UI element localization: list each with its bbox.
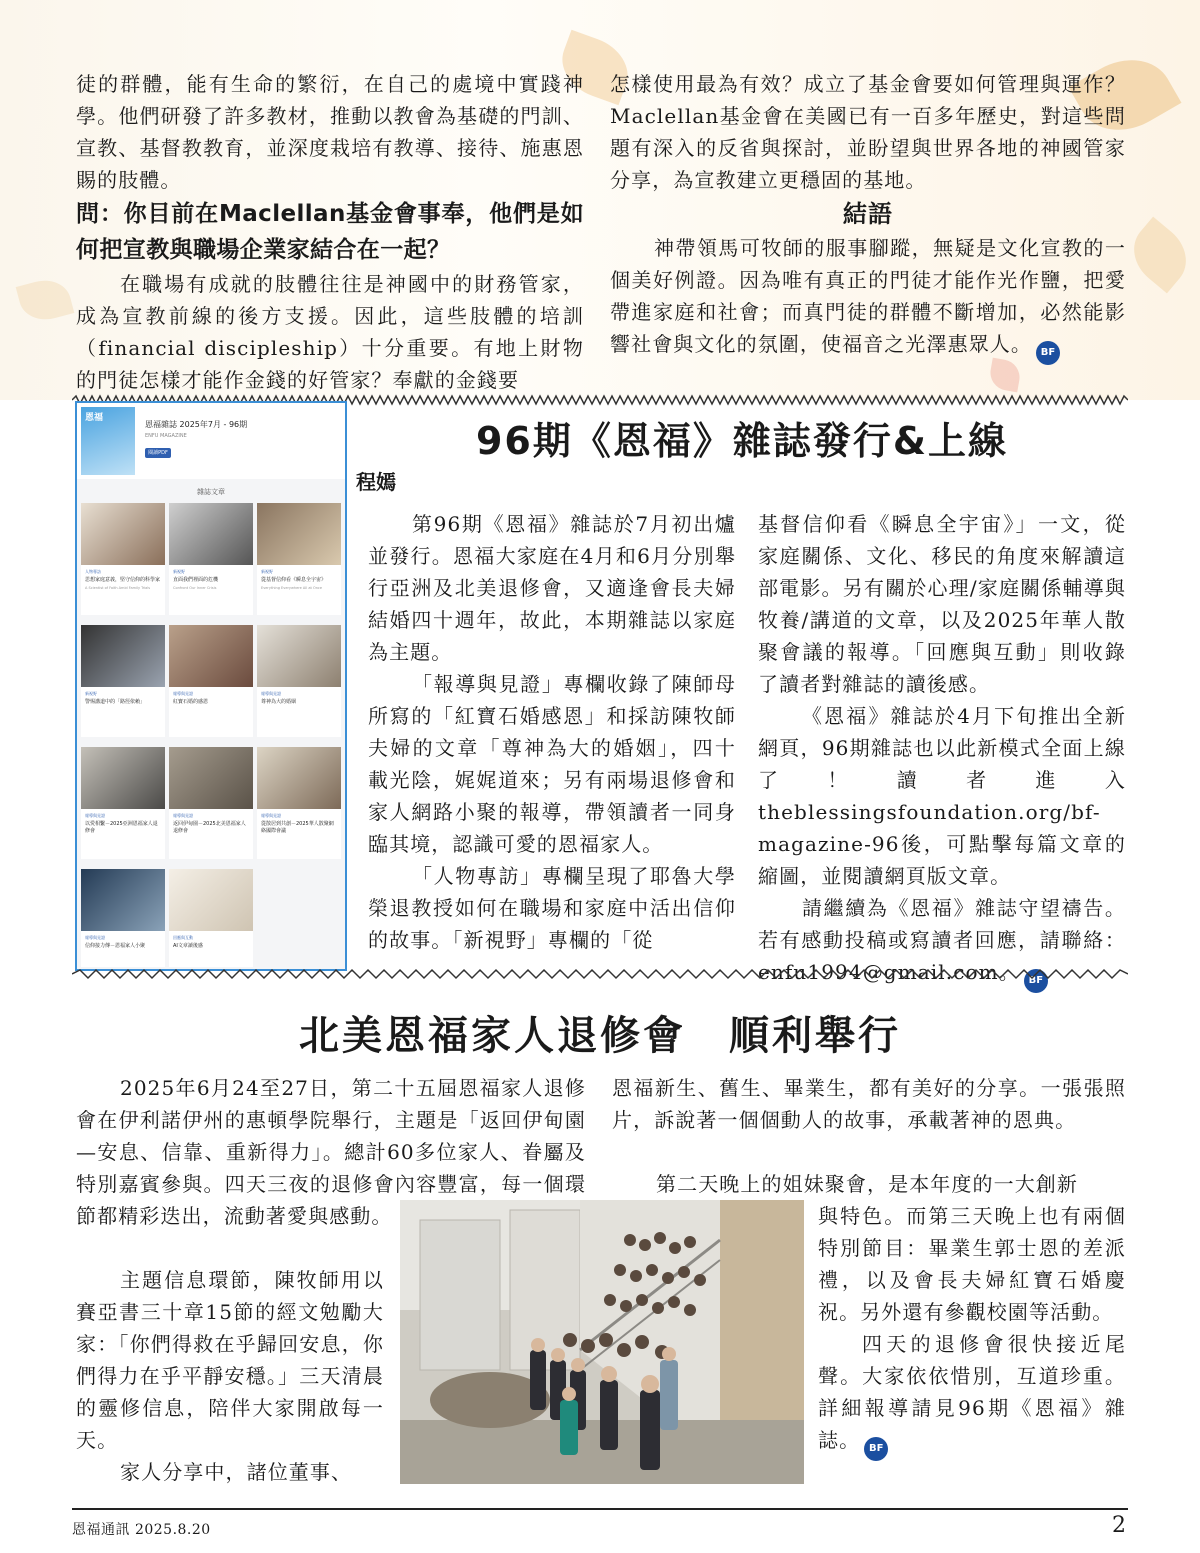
article2-right-column-bottom <box>612 1168 1126 1200</box>
article1-left-column <box>368 508 736 956</box>
card-category: 新視野 <box>85 691 97 696</box>
card-thumbnail <box>81 503 165 565</box>
card-category: 回應與互動 <box>173 935 193 940</box>
article2-paragraph: 與特色。而第三天晚上也有兩個特別節目：畢業生郭士恩的差派禮，以及會長夫婦紅寶石婚慶祝。另外還有參觀校園等活動。 <box>818 1204 1126 1324</box>
card-title: 尊神為大的婚姻 <box>261 699 297 705</box>
bf-logo-icon: BF <box>1024 969 1048 993</box>
card-excerpt: Confront Our Inner Crisis <box>173 586 217 590</box>
card-excerpt: A Scientist of Faith Amid Family Trials <box>85 586 151 590</box>
article-card <box>257 747 341 859</box>
leaf-decoration <box>1121 217 1199 294</box>
article-author: 程嫣 <box>356 470 396 494</box>
magazine-cover-thumbnail: 恩福 <box>81 407 135 475</box>
zigzag-divider <box>72 968 1128 980</box>
top-left-column <box>76 68 584 396</box>
article1-paragraph: 「人物專訪」專欄呈現了耶魯大學榮退教授如何在職場和家庭中活出信仰的故事。「新視野」專欄的「從 <box>368 864 736 952</box>
card-category: 人物專訪 <box>85 569 101 574</box>
article2-paragraph: 2025年6月24至27日，第二十五屆恩福家人退修會在伊利諾伊州的惠頓學院舉行，主題是「返回伊甸園—安息、信靠、重新得力」。總計60多位家人、眷屬及特別嘉賓參與。四天三夜的退修會內容豐富，每一個環節都精彩迭出，流動著愛與感動。 <box>76 1076 586 1228</box>
card-category: 報導與見證 <box>85 935 105 940</box>
read-pdf-button: 閱讀PDF <box>145 448 171 458</box>
bf-logo-icon: BF <box>864 1437 888 1461</box>
left-paragraph-1: 徒的群體，能有生命的繁衍，在自己的處境中實踐神學。他們研發了許多教材，推動以教會為基礎的門訓、宣教、基督教教育，並深度栽培有教導、接待、施惠恩賜的肢體。 <box>76 72 584 192</box>
interview-question: 問：你目前在Maclellan基金會事奉，他們是如何把宣教與職場企業家結合在一起？ <box>76 201 584 263</box>
article2-paragraph: 恩福新生、舊生、畢業生，都有美好的分享。一張張照片，訴說著一個個動人的故事，承載著神的恩典。 <box>612 1076 1126 1132</box>
card-category: 新視野 <box>173 569 185 574</box>
right-paragraph-2: 神帶領馬可牧師的服事腳蹤，無疑是文化宣教的一個美好例證。因為唯有真正的門徒才能作光作鹽，把愛帶進家庭和社會；而真門徒的群體不斷增加，必然能影響社會與文化的氛圍，使福音之光澤惠眾人。 BF <box>610 232 1126 365</box>
top-right-column <box>610 68 1126 365</box>
card-category: 報導與見證 <box>85 813 105 818</box>
card-thumbnail <box>81 747 165 809</box>
card-category: 報導與見證 <box>261 691 281 696</box>
article-card <box>81 747 165 859</box>
article1-paragraph: 「報導與見證」專欄收錄了陳師母所寫的「紅寶石婚感恩」和採訪陳牧師夫婦的文章「尊神為大的婚姻」，四十載光陰，娓娓道來；另有兩場退修會和家人網路小聚的報導，帶領讀者一同身臨其境，認識可愛的恩福家人。 <box>368 672 736 856</box>
footer-publication: 恩福通訊 2025.8.20 <box>72 1522 211 1538</box>
article-card <box>169 503 253 615</box>
card-thumbnail <box>257 747 341 809</box>
conclusion-heading: 結語 <box>842 200 894 228</box>
article2-paragraph-lead: 第二天晚上的姐妹聚會，是本年度的一大創新 <box>656 1172 1078 1196</box>
footer-rule <box>72 1508 1128 1510</box>
card-category: 報導與見證 <box>173 813 193 818</box>
article2-paragraph: 四天的退修會很快接近尾聲。大家依依惜別，互道珍重。詳細報導請見96期《恩福》雜誌。 BF <box>818 1328 1126 1461</box>
card-thumbnail <box>169 747 253 809</box>
card-category: 報導與見證 <box>173 691 193 696</box>
mockup-section-title: 雜誌文章 <box>197 488 225 496</box>
mockup-title: 恩福雜誌 2025年7月 - 96期 <box>145 420 248 429</box>
leaf-decoration <box>16 274 75 326</box>
group-photo-illustration <box>400 1200 804 1484</box>
card-thumbnail <box>169 503 253 565</box>
article-card <box>81 503 165 615</box>
article1-paragraph: 第96期《恩福》雜誌於7月初出爐並發行。恩福大家庭在4月和6月分別舉行亞洲及北美退修會，又適逢會長夫婦結婚四十週年，故此，本期雜誌以家庭為主題。 <box>368 512 736 664</box>
article-card <box>81 625 165 737</box>
card-thumbnail <box>81 869 165 931</box>
article-card <box>169 747 253 859</box>
card-thumbnail <box>257 503 341 565</box>
card-title: 思想家庭意義，堅守信仰的科學家 <box>85 577 161 583</box>
card-thumbnail <box>81 625 165 687</box>
card-thumbnail <box>169 625 253 687</box>
card-title: 信仰接力傳－恩福家人小聚 <box>85 943 146 949</box>
card-thumbnail <box>169 869 253 931</box>
left-paragraph-2: 在職場有成就的肢體往往是神國中的財務管家，成為宣教前線的後方支援。因此，這些肢體的培訓（financial discipleship）十分重要。有地上財物的門徒怎樣才能作金錢的好管家？奉獻的金錢要 <box>76 272 584 392</box>
article-title: 北美恩福家人退修會 順利舉行 <box>299 1013 901 1059</box>
article2-left-column-bottom <box>76 1264 384 1488</box>
card-excerpt: Everything Everywhere All at Once <box>261 586 323 590</box>
card-title: 從基督信仰看《瞬息全宇宙》 <box>261 577 327 583</box>
mockup-header <box>77 403 345 479</box>
card-title: 紅寶石婚的感恩 <box>173 699 209 705</box>
article2-paragraph: 家人分享中，諸位董事、 <box>120 1460 353 1484</box>
card-title: 從散居到共創－2025華人散聚網絡國際會議 <box>261 821 334 834</box>
card-title: 警惕講道中的「路徑依賴」 <box>85 699 146 705</box>
article1-paragraph: 請繼續為《恩福》雜誌守望禱告。若有感動投稿或寫讀者回應，請聯絡：enfu1994@gmail.com。 BF <box>758 892 1126 993</box>
card-thumbnail <box>257 625 341 687</box>
retreat-group-photo <box>400 1200 804 1484</box>
article2-right-narrow-text <box>818 1200 1126 1461</box>
magazine-webpage-screenshot <box>75 401 347 971</box>
card-category: 報導與見證 <box>261 813 281 818</box>
card-category: 新視野 <box>261 569 273 574</box>
article1-paragraph: 《恩福》雜誌於4月下旬推出全新網頁，96期雜誌也以此新模式全面上線了！讀者進入theblessingsfoundation.org/bf-magazine-96後，可點擊每篇文章的縮圖，並閱讀網頁版文章。 <box>758 704 1126 888</box>
article-title: 96期《恩福》雜誌發行&上線 <box>475 419 1009 463</box>
card-title: 以愛相繫－2025亞洲恩福家人退修會 <box>85 821 158 834</box>
article-card <box>169 869 253 967</box>
article-card <box>257 625 341 737</box>
article-card <box>257 503 341 615</box>
article1-right-column <box>758 508 1126 993</box>
bf-logo-icon: BF <box>1036 341 1060 365</box>
article-card <box>81 869 165 967</box>
right-paragraph-1: 怎樣使用最為有效？成立了基金會要如何管理與運作？Maclellan基金會在美國已有一百多年歷史，對這些問題有深入的反省與探討，並盼望與世界各地的神國管家分享，為宣教建立更穩固的基地。 <box>610 72 1126 192</box>
card-title: AI文章讀後感 <box>173 943 203 949</box>
article-card <box>169 625 253 737</box>
page-number: 2 <box>1112 1513 1126 1538</box>
article1-paragraph: 基督信仰看《瞬息全宇宙》」一文，從家庭關係、文化、移民的角度來解讀這部電影。另有關於心理/家庭關係輔導與牧養/講道的文章，以及2025年華人散聚會議的報導。「回應與互動」則收錄了讀者對雜誌的讀後感。 <box>758 512 1126 696</box>
card-title: 直面我們裡面的危機 <box>173 577 219 583</box>
article2-paragraph: 主題信息環節，陳牧師用以賽亞書三十章15節的經文勉勵大家：「你們得救在乎歸回安息，你們得力在乎平靜安穩。」三天清晨的靈修信息，陪伴大家開啟每一天。 <box>76 1268 384 1452</box>
mockup-subtitle: ENFU MAGAZINE <box>145 433 187 439</box>
card-title: 返回伊甸園－2025北美恩福家人退修會 <box>173 821 246 834</box>
article2-right-column-top <box>612 1072 1126 1136</box>
